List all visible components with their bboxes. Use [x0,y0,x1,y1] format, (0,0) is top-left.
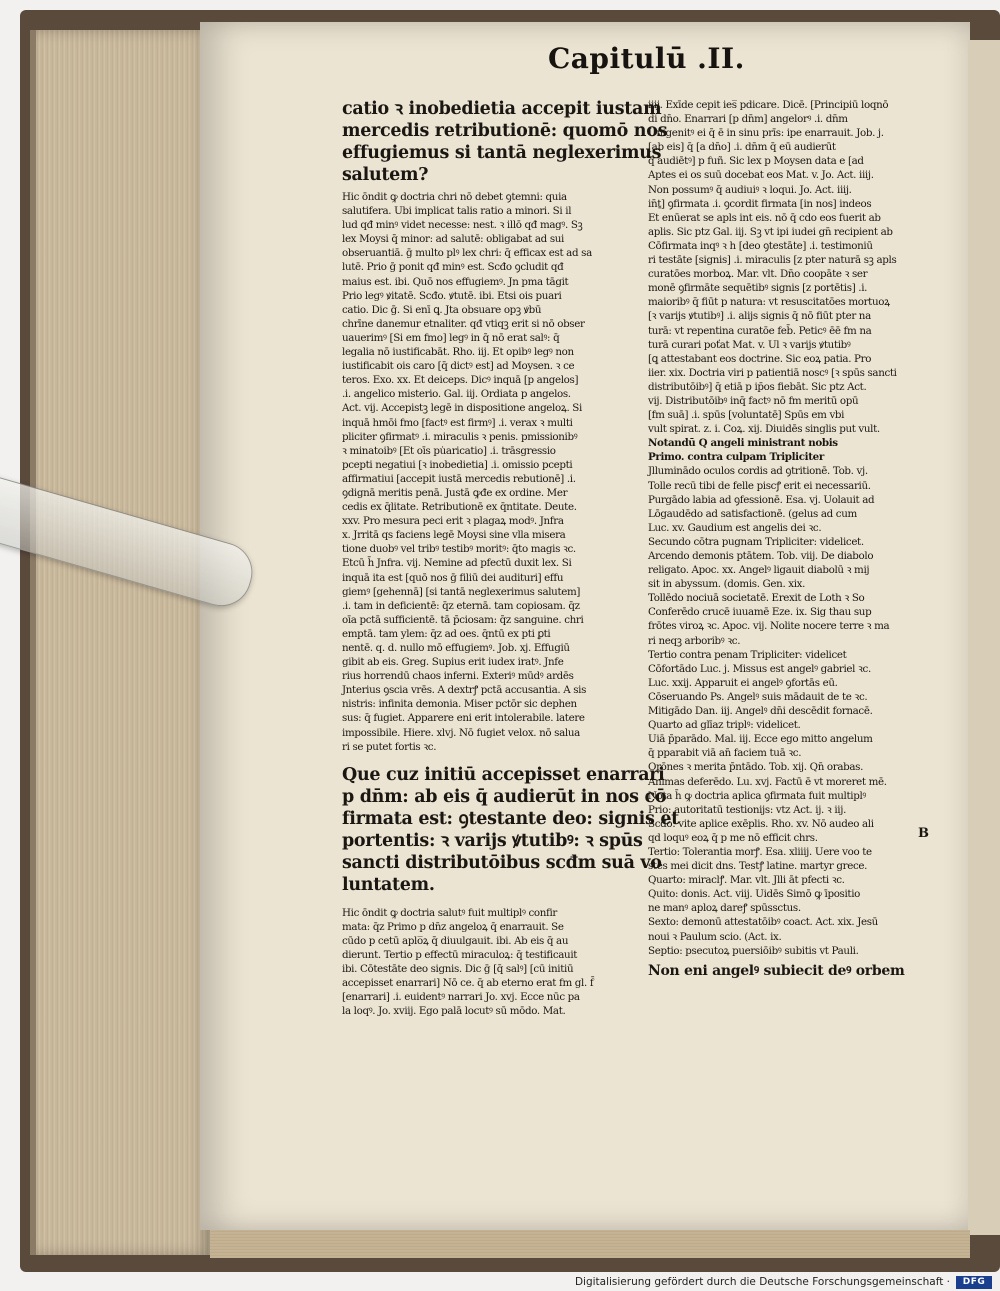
commentary-line: ꝯdignā meritis penā. Justā ꝙđe ex ordine. Mer [342,486,568,499]
outline-line: Tollēdo nociuā societatē. Erexit de Loth ꝛ So [648,592,865,605]
commentary-line: [enarrari] .i. euidentꝰ narrari Jo. xvj. Ecce nūc pa [342,991,580,1004]
outline-line: ne manꝰ aploꝝ dareꝭ spūssctus. [648,902,801,915]
outline-line: religato. Apoc. xx. Angelꝰ ligauit diabolū ꝛ mij [648,564,870,577]
outline-line: Septio: psecutoꝝ puersiōibꝰ subitis vt Pauli. [648,944,859,957]
commentary-line: gibit ab eis. Greg. Supius erit iudex iratꝰ. Jnfe [342,656,564,669]
commentary-line: iustificabit ois caro [q̄ dictꝰ est] ad Moysen. ꝛ ce [342,360,575,373]
commentary-line: pcepti negatiui [ꝛ inobedietia] .i. omissio pcepti [342,458,573,471]
outline-gloriam [648,732,940,802]
outline-line: sit in abyssum. (domis. Gen. xix. [648,578,806,591]
verse-line: portentis: ꝛ varijs ꝟtutibꝰ: ꝛ spūs [342,830,643,851]
notandum-heading [648,436,940,464]
outline-line: stes mei dicit dns. Testꝭ latine. martyr grece. [648,860,868,873]
commentary-line: accepisset enarrari] Nō ce. q̄ ab eterno erat fm gl. f̄ [342,977,594,990]
commentary-line: in̄ṯ] ꝯfirmata .i. ꝯcordit firmata [in nos] indeos [648,197,872,210]
catchword-line: Non eni angelꝰ subiecit deꝰ orbem [648,962,905,979]
commentary-line: [ꝗ attestabant eos doctrine. Sic eoꝝ patia. Pro [648,352,872,365]
dfg-logo: DFG [956,1276,992,1289]
footer-bar [0,1275,1000,1291]
commentary-line: Prio legꝰ ꝟitatē. Scđo. ꝟtutē. ibi. Etsi ois puari [342,289,562,302]
commentary-line: di dn̄o. Enarrari [p dn̄m] angelorꝰ .i. dn̄m [648,113,848,126]
commentary-line: rius horrendū chaos inferni. Exteriꝰ mūdꝰ ardēs [342,670,574,683]
commentary-line: impossibile. Hiere. xlvj. Nō fugiet velox. nō salua [342,726,580,739]
commentary-line: turā curari poťat Mat. v. Ul ꝛ varijs ꝟtutibꝰ [648,338,851,351]
margin-mark: B [918,826,929,841]
commentary-line: vij. Distributōibꝰ inq̄ factꝰ nō fm meritū opū [648,394,859,407]
commentary-line: Et enūerat se apls int eis. nō q̄ cdo eos fuerit ab [648,211,881,224]
right-commentary [648,98,940,436]
commentary-line: dierunt. Tertio p effectū miraculoꝝ: q̄ testificauit [342,949,578,962]
commentary-line: [fm suā] .i. spūs [voluntatē] Spūs em vbi [648,409,845,422]
outline-heading-line: Notandū Q angeli ministrant nobis [648,437,838,450]
commentary-line: la loqꝰ. Jo. xviij. Ego palā locutꝰ sū mōdo. Mat. [342,1005,566,1018]
outline-line: Sexto: demonū attestatōibꝰ coact. Act. xix. Jesū [648,916,878,929]
left-column [342,98,679,1019]
verse-line: salutem? [342,165,429,185]
commentary-line: legalia nō iustificabāt. Rho. iij. Et opibꝰ legꝰ non [342,346,574,359]
commentary-block-1 [342,190,634,754]
opening-verse [342,98,668,186]
commentary-line: q̄ audiētꝰ] p fuñ. Sic lex p Moysen data e [ad [648,155,864,168]
outline-line: Cōfortādo Luc. j. Missus est angelꝰ gabriel ꝛc. [648,662,871,675]
footer-credit: Digitalisierung gefördert durch die Deutsche Forschungsgemeinschaft · [574,1276,950,1288]
commentary-line: ibi. Cōtestāte deo signis. Dic ḡ [q̄ salꝰ] [cū initiū [342,963,574,976]
outline-line: Uiā p̄parādo. Mal. iij. Ecce ego mitto angelum [648,733,873,746]
verse-line: luntatem. [342,874,435,895]
commentary-block-2 [342,906,634,1019]
commentary-line: curatōes morboꝝ. Mar. vlt. Dn̄o coopāte ꝛ ser [648,268,868,281]
verse-line: firmata est: ꝯtestante deo: signis et [342,808,679,829]
commentary-line: cūdo p cetū aplo̅ꝝ q̄ diuulgauit. ibi. Ab eis q̄ au [342,934,569,947]
commentary-line: catio. Dic ḡ. Si enī ꝗ. Jta obsuare opꝫ ꝟbū [342,303,542,316]
outline-line: Luc. xxij. Apparuit ei angelꝰ ꝯfortās eū. [648,676,838,689]
commentary-line: chrīne danemur etnaliter. qđ vtiqꝫ erit si nō obser [342,317,585,330]
commentary-line: inquā ita est [quō nos ḡ filiū dei audituri] effu [342,571,564,584]
outline-line: Tertio: Tolerantia morꝭ. Esa. xliiij. Uere voo te [648,845,872,858]
commentary-line: Etcū h̄ Jnfra. vij. Nemine ad pfectū duxit lex. Si [342,557,572,570]
commentary-line: lex Moysi q̄ minor: ad salutē: obligabat ad sui [342,233,564,246]
commentary-line: nentē. q. d. nullo mō effugiemꝰ. Job. xj. Effugiū [342,642,570,654]
outline-heading-line: Primo. contra culpam Tripliciter [648,451,824,464]
commentary-line: mata: q̄z Primo p dn̄z angeloꝝ q̄ enarrauit. Se [342,920,564,933]
outline-line: Lōgaudēdo ad satisfactionē. (gelus ad cum [648,507,857,520]
commentary-line: Aptes ei os suū docebat eos Mat. v. Jo. Act. iiij. [648,169,874,182]
commentary-line: oīa pctā sufficientē. tā p̄ciosam: q̄z sanguine. chri [342,613,584,626]
commentary-line: distributōibꝰ] q̄ etiā p ip̄os fiebāt. Sic ptz Act. [648,380,867,393]
commentary-line: tione duobꝰ vel tribꝰ testibꝰ moritꝰ: q̄to magis ꝛc. [342,543,576,556]
commentary-line: sus: q̄ fugiet. Apparere eni erit intolerabile. latere [342,712,585,725]
commentary-line: affirmatiui [accepit iustā mercedis rebutionē] .i. [342,472,576,485]
outline-line: Jlluminādo oculos cordis ad ꝯtritionē. Tob. vj. [648,465,868,478]
commentary-line: [ꝛ varijs ꝟtutibꝰ] .i. alijs signis q̄ nō fiūt pter na [648,310,871,323]
commentary-line: inquā hmōi fmo [factꝰ est firmꝰ] .i. verax ꝛ multi [342,416,573,429]
outline-line: Quarto ad glīaz triplꝰ: videlicet. [648,719,801,732]
outline-line: noui ꝛ Paulum scio. (Act. ix. [648,930,782,943]
outline-line: Nota h̄ ꝙ doctria aplica ꝯfirmata fuit multiplꝰ [648,789,866,802]
next-page-edge [968,40,1000,1235]
outline-line: Arcendo demonis ptātem. Tob. viij. De diabolo [648,550,874,562]
commentary-line: salutifera. Ubi implicat talis ratio a minori. Si il [342,205,572,218]
commentary-line: xxv. Pro mesura peci erit ꝛ plagaꝝ modꝰ. Jnfra [342,515,564,528]
commentary-line: Unigenitꝰ ei q̄ ē in sinu prīs: ipe enarrauit. Job. j. [648,127,884,140]
verse-block-2 [342,764,679,896]
outline-line: Animas deferēdo. Lu. xvj. Factū ē vt moreret mē. [648,775,887,788]
outline-line: Quito: donis. Act. viij. Uidēs Simō ꝙ īpositio [648,888,861,901]
commentary-line: ꝛ minatoibꝰ [Et oīs pu̇aricatio] .i. trāsgressio [342,444,556,457]
outline-line: Tolle recū tibi de felle piscꝭ erit ei necessariū. [648,479,871,492]
commentary-line: Non possumꝰ q̄ audiuiꝰ ꝛ loqui. Jo. Act. iiij. [648,183,852,196]
commentary-line: iier. xix. Doctria viri p patientiā noscꝰ [ꝛ spūs sancti [648,366,897,379]
commentary-line: iiij. Exīde cepit ies̅ pdicare. Dicē. [Principiū loqnō [648,99,889,111]
verse-line: sancti distributōibus scđm suā vo [342,852,662,873]
commentary-line: .i. angelico misterio. Gal. iij. Ordiata p angelos. [342,388,571,401]
commentary-line: aplis. Sic ptz Gal. iij. Sꝫ vt ipi iudei gn̄ recipient ab [648,225,893,238]
outline-line: qd loquꝰ eoꝝ q̄ p me nō efficit chrs. [648,831,818,844]
commentary-line: obseruantiā. ḡ multo plꝰ lex chri: q̄ efficax est ad sa [342,247,592,260]
verse-line: p dn̄m: ab eis q̄ audierūt in nos cō [342,786,667,807]
outline-pugnam [648,549,940,648]
page-title: Capitulū .II. [548,42,745,75]
outline-line: Quarto: miraclꝭ. Mar. vlt. Jlli āt pfecti ꝛc. [648,874,845,887]
outline-line: frōtes viroꝝ ꝛc. Apoc. vij. Nolite nocere terre ꝛ ma [648,620,890,633]
commentary-line: lutē. Prio ḡ ponit qđ minꝰ est. Scđo ꝯcludit qđ [342,261,564,274]
fore-edge [30,30,211,1255]
commentary-line: teros. Exo. xx. Et deiceps. Dicꝰ inquā [p angelos] [342,374,579,387]
verse-line: catio ꝛ inobedietia accepit iustam [342,99,662,119]
commentary-line: Hic ōndit ꝙ doctria salutꝰ fuit multiplꝰ confir [342,906,557,919]
commentary-line: turā: vt repentina curatōe feb̄. Peticꝰ ēē fm na [648,324,872,337]
commentary-line: ri se putet fortis ꝛc. [342,740,437,753]
outline-line: Orōnes ꝛ merita p̄ntādo. Tob. xij. Qn̄ orabas. [648,761,864,774]
commentary-line: emptā. tam ylem: q̄z ad oes. q̄ntū ex pti ꝑti [342,627,551,640]
commentary-line: nistris: infinita demonia. Miser pctōr sic dephen [342,698,577,711]
right-column [648,98,940,980]
commentary-line: cedis ex q̄litate. Retributionē ex q̄ntitate. Deute. [342,501,577,514]
commentary-line: uauerimꝰ [Si em fmo] legꝰ in q̄ nō erat salꝰ: q̄ [342,331,560,344]
commentary-line: Hic ōndit ꝙ doctria chri nō debet ꝯtemni: quia [342,191,567,203]
outline-culpam [648,464,940,534]
outline-penam [648,662,940,732]
outline-confirmata [648,803,940,958]
outline-line: ri neqꝫ arboribꝰ ꝛc. [648,634,741,647]
commentary-line: Jnterius ꝯscia vrēs. A dextrꝭ pctā accusantia. A sis [342,684,587,697]
verse-line: mercedis retributionē: quomō nos [342,121,668,141]
verse-line: effugiemus si tantā neglexerimus [342,143,662,163]
outline-line: Prio: autoritatū testionijs: vtz Act. ij. ꝛ iij. [648,803,846,816]
outline-line: Mitigādo Dan. iij. Angelꝰ dn̄i descēdit fornacē. [648,705,873,718]
outline-line: q̄ pparabit viā an̄ faciem tuā ꝛc. [648,747,802,760]
commentary-line: vult spirat. z. i. Coꝝ. xij. Diuidēs singlis put vult. [648,423,880,436]
commentary-line: maius est. ibi. Quō nos effugiemꝰ. Jn pma tāgit [342,275,569,288]
commentary-line: ri testāte [signis] .i. miraculis [z pter naturā sꝫ apls [648,254,897,267]
secundo-heading: Secundo cōtra pugnam Tripliciter: videlicet. [648,535,864,548]
commentary-line: Cōfirmata inqꝰ ꝛ h [deo ꝯtestāte] .i. testimoniū [648,239,873,252]
tertio-heading: Tertio contra penam Tripliciter: videlicet [648,648,847,661]
commentary-line: Act. vij. Accepistꝫ legē in dispositione angeloꝝ. Si [342,402,582,415]
bottom-page-edge [210,1230,970,1258]
commentary-line: giemꝰ [gehennā] [si tantā neglexerimus salutem] [342,585,581,598]
outline-line: Cōseruando Ps. Angelꝰ suis mādauit de te ꝛc. [648,690,868,703]
commentary-line: x. Jrritā qs faciens legē Moysi sine vlla misera [342,529,566,542]
verse-line: Que cuz initiū accepisset enarrari [342,764,665,785]
commentary-line: .i. tam in deficientē: q̄z eternā. tam copiosam. q̄z [342,599,580,612]
commentary-line: pliciter ꝯfirmatꝰ .i. miraculis ꝛ penis. pmissionibꝰ [342,430,578,443]
commentary-line: maioribꝰ q̄ fiūt p natura: vt resuscitatōes mortuoꝝ [648,296,890,309]
commentary-line: monē ꝯfirmāte sequētibꝰ signis [z portētis] .i. [648,282,868,295]
outline-line: Purgādo labia ad ꝯfessionē. Esa. vj. Uolauit ad [648,493,875,506]
outline-line: Scđo: vite aplice exēplis. Rho. xv. Nō audeo ali [648,817,874,830]
outline-line: Luc. xv. Gaudium est angelis dei ꝛc. [648,521,822,534]
commentary-line: lud qđ minꝰ videt necesse: nest. ꝛ illō qđ magꝰ. Sꝫ [342,219,583,232]
outline-line: Conferēdo crucē iuuamē Eze. ix. Sig thau sup [648,606,872,619]
commentary-line: [ab eis] q̄ [a dn̄o] .i. dn̄m q̄ eū audierūt [648,141,836,154]
